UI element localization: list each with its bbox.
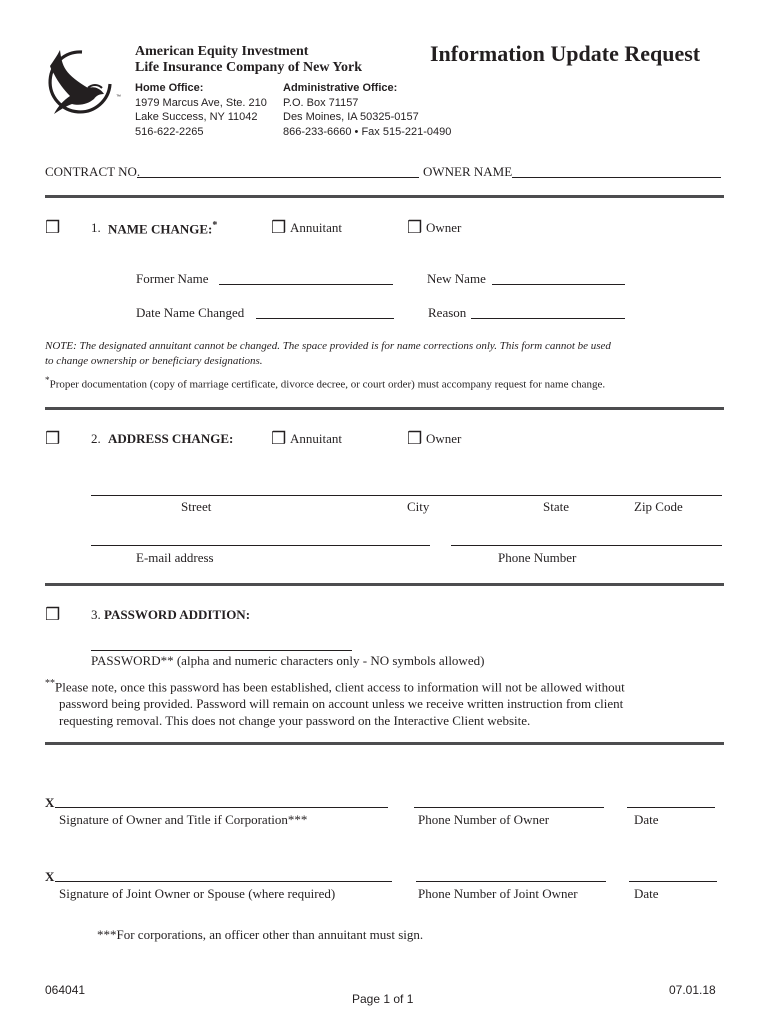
owner-phone-field[interactable]	[414, 807, 604, 808]
page-number: Page 1 of 1	[352, 992, 414, 1006]
owner-date-field[interactable]	[627, 807, 715, 808]
password-field[interactable]	[91, 650, 352, 651]
owner-signature-field[interactable]	[55, 807, 388, 808]
address-change-owner-checkbox[interactable]: ❒	[407, 429, 423, 448]
password-addition-number: 3.	[91, 607, 101, 622]
home-office-block	[135, 81, 267, 139]
admin-office-block	[283, 81, 451, 139]
email-label: E-mail address	[136, 550, 214, 565]
owner-date-label: Date	[634, 812, 659, 827]
password-addition-checkbox[interactable]: ❒	[45, 605, 61, 624]
section-divider	[45, 583, 724, 586]
home-office-address-line: 1979 Marcus Ave, Ste. 210	[135, 96, 267, 109]
new-name-field[interactable]	[492, 284, 625, 285]
address-field[interactable]	[91, 495, 722, 496]
name-change-note-line2: to change ownership or beneficiary designations.	[45, 355, 263, 367]
owner-name-label: OWNER NAME	[423, 164, 513, 179]
owner-phone-label: Phone Number of Owner	[418, 812, 550, 827]
email-field[interactable]	[91, 545, 430, 546]
reason-label: Reason	[428, 305, 467, 320]
reason-field[interactable]	[471, 318, 625, 319]
password-label: PASSWORD** (alpha and numeric characters only - NO symbols allowed)	[91, 653, 485, 668]
joint-signature-x: X	[45, 869, 55, 884]
date-name-changed-label: Date Name Changed	[136, 305, 245, 320]
home-office-city-line: Lake Success, NY 11042	[135, 111, 258, 123]
password-note-mark: **	[45, 678, 55, 689]
address-change-owner-label: Owner	[426, 431, 462, 446]
name-change-asterisk: *	[212, 220, 218, 231]
company-logo	[44, 44, 124, 120]
joint-phone-field[interactable]	[416, 881, 606, 882]
company-name-line1: American Equity Investment	[135, 44, 309, 59]
joint-date-field[interactable]	[629, 881, 717, 882]
section-divider	[45, 195, 724, 198]
trademark-mark: ™	[116, 94, 121, 100]
name-change-owner-label: Owner	[426, 220, 462, 235]
section-divider	[45, 407, 724, 410]
section-divider	[45, 742, 724, 745]
password-addition-title: PASSWORD ADDITION:	[104, 607, 251, 622]
address-change-title: ADDRESS CHANGE:	[108, 431, 234, 446]
form-number: 064041	[45, 983, 86, 997]
eagle-logo-icon	[44, 44, 124, 120]
name-change-annuitant-label: Annuitant	[290, 220, 342, 235]
admin-office-phone-fax: 866-233-6660 • Fax 515-221-0490	[283, 125, 452, 138]
joint-phone-label: Phone Number of Joint Owner	[418, 886, 578, 901]
owner-signature-label: Signature of Owner and Title if Corporation***	[59, 812, 308, 827]
documentation-asterisk: *	[45, 375, 50, 385]
address-change-checkbox[interactable]: ❒	[45, 429, 61, 448]
phone-number-label: Phone Number	[498, 550, 577, 565]
name-change-owner-checkbox[interactable]: ❒	[407, 218, 423, 237]
corporation-note: ***For corporations, an officer other than annuitant must sign.	[97, 927, 424, 942]
joint-date-label: Date	[634, 886, 659, 901]
password-note	[45, 675, 745, 729]
joint-signature-label: Signature of Joint Owner or Spouse (where required)	[59, 886, 336, 901]
password-note-line2: password being provided. Password will remain on account unless we receive written instruction from client	[59, 696, 624, 712]
name-change-title: NAME CHANGE:	[108, 221, 213, 237]
name-change-note-line1: NOTE: The designated annuitant cannot be changed. The space provided is for name corrections only. This form cannot be used	[45, 340, 611, 352]
street-label: Street	[181, 499, 212, 514]
password-note-line1: Please note, once this password has been established, client access to information will not be allowed without	[55, 679, 625, 695]
admin-office-city-line: Des Moines, IA 50325-0157	[283, 111, 419, 123]
home-office-label: Home Office:	[135, 82, 204, 94]
address-change-number: 2.	[91, 431, 101, 446]
former-name-label: Former Name	[136, 271, 209, 286]
new-name-label: New Name	[427, 271, 486, 286]
admin-office-pobox: P.O. Box 71157	[283, 96, 359, 109]
owner-name-field[interactable]	[512, 177, 721, 178]
form-date: 07.01.18	[669, 983, 716, 997]
owner-signature-x: X	[45, 795, 55, 810]
home-office-phone: 516-622-2265	[135, 125, 204, 138]
form-title: Information Update Request	[430, 41, 701, 66]
name-change-annuitant-checkbox[interactable]: ❒	[271, 218, 287, 237]
name-change-checkbox[interactable]: ❒	[45, 218, 61, 237]
name-change-number: 1.	[91, 220, 101, 235]
zip-code-label: Zip Code	[634, 499, 683, 514]
contract-no-field[interactable]	[137, 177, 419, 178]
joint-signature-field[interactable]	[55, 881, 392, 882]
documentation-note	[45, 375, 605, 391]
company-name-line2: Life Insurance Company of New York	[135, 60, 362, 75]
city-label: City	[407, 499, 430, 514]
phone-number-field[interactable]	[451, 545, 722, 546]
contract-no-label: CONTRACT NO.	[45, 164, 141, 179]
documentation-text: Proper documentation (copy of marriage certificate, divorce decree, or court order) must accompany request for name change.	[49, 378, 606, 391]
address-change-annuitant-label: Annuitant	[290, 431, 342, 446]
state-label: State	[543, 499, 569, 514]
date-name-changed-field[interactable]	[256, 318, 394, 319]
admin-office-label: Administrative Office:	[283, 82, 398, 94]
former-name-field[interactable]	[219, 284, 393, 285]
password-note-line3: requesting removal. This does not change your password on the Interactive Client website.	[59, 713, 531, 729]
address-change-annuitant-checkbox[interactable]: ❒	[271, 429, 287, 448]
name-change-note	[45, 339, 735, 369]
